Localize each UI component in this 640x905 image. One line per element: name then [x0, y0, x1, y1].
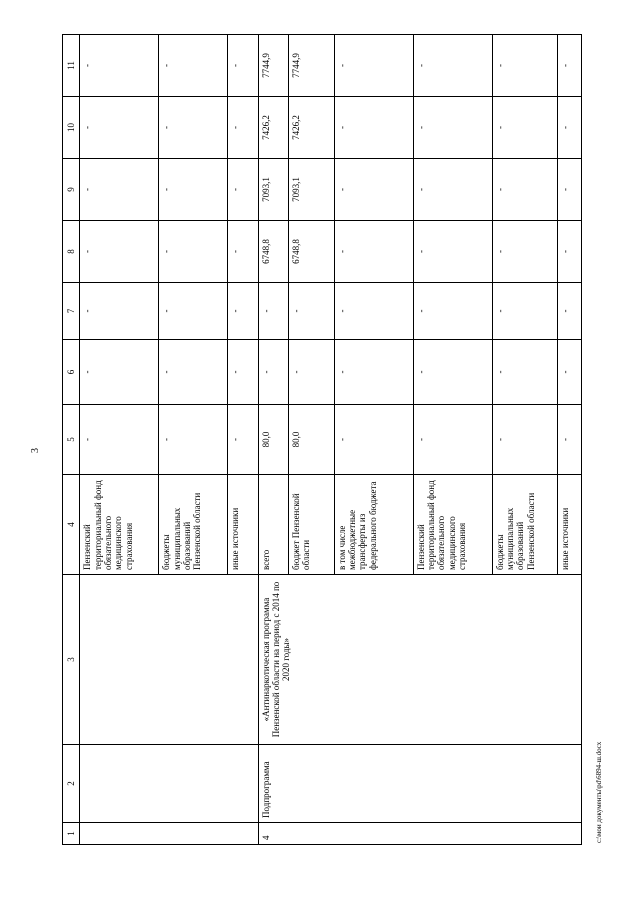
value-cell: - — [492, 35, 557, 97]
source-cell: в том числе межбюджетные трансферты из федерального бюджета — [334, 475, 413, 575]
value-cell: - — [413, 340, 492, 405]
value-cell: - — [492, 159, 557, 221]
row-type: Подпрограмма — [258, 745, 581, 823]
value-cell: - — [557, 221, 581, 283]
source-cell: бюджеты муниципальных образований Пензенской области — [492, 475, 557, 575]
value-cell: - — [413, 97, 492, 159]
value-cell: - — [80, 283, 159, 340]
col-header-8: 8 — [63, 221, 80, 283]
value-cell: - — [557, 35, 581, 97]
value-cell: - — [557, 159, 581, 221]
table-row — [80, 35, 159, 845]
value-cell: - — [557, 283, 581, 340]
col-header-2: 2 — [63, 745, 80, 823]
row-title — [80, 575, 258, 745]
col-header-7: 7 — [63, 283, 80, 340]
col-header-11: 11 — [63, 35, 80, 97]
source-cell: иные источники — [557, 475, 581, 575]
table-row — [258, 35, 288, 845]
financing-table — [62, 34, 582, 845]
value-cell: 6748,8 — [258, 221, 288, 283]
header-row — [63, 35, 80, 845]
value-cell: 7426,2 — [289, 97, 335, 159]
source-cell: бюджет Пензенской области — [289, 475, 335, 575]
value-cell: - — [228, 283, 258, 340]
value-cell: - — [334, 283, 413, 340]
value-cell: - — [80, 221, 159, 283]
source-cell: иные источники — [228, 475, 258, 575]
value-cell: 80,0 — [289, 405, 335, 475]
value-cell: - — [557, 340, 581, 405]
value-cell: - — [492, 221, 557, 283]
col-header-10: 10 — [63, 97, 80, 159]
source-cell: бюджеты муниципальных образований Пензенской области — [159, 475, 228, 575]
source-cell: Пензенский территориальный фонд обязательного медицинского страхования — [413, 475, 492, 575]
page-number: 3 — [30, 448, 41, 453]
value-cell: - — [334, 159, 413, 221]
value-cell: - — [492, 405, 557, 475]
value-cell: - — [228, 159, 258, 221]
value-cell: - — [258, 283, 288, 340]
col-header-6: 6 — [63, 340, 80, 405]
value-cell: 7426,2 — [258, 97, 288, 159]
source-cell: Пензенский территориальный фонд обязательного медицинского страхования — [80, 475, 159, 575]
value-cell: 7744,9 — [258, 35, 288, 97]
value-cell: - — [159, 221, 228, 283]
value-cell: - — [413, 35, 492, 97]
value-cell: - — [413, 159, 492, 221]
value-cell: 7744,9 — [289, 35, 335, 97]
value-cell: - — [228, 97, 258, 159]
value-cell: - — [159, 283, 228, 340]
value-cell: - — [413, 283, 492, 340]
value-cell: - — [159, 405, 228, 475]
footer-file-path: c:\мои документы\pd\6894-ш.docx — [595, 741, 603, 843]
value-cell: - — [159, 340, 228, 405]
value-cell: - — [334, 35, 413, 97]
value-cell: - — [228, 35, 258, 97]
value-cell: - — [159, 97, 228, 159]
value-cell: - — [492, 97, 557, 159]
value-cell: - — [492, 283, 557, 340]
value-cell: - — [258, 340, 288, 405]
col-header-9: 9 — [63, 159, 80, 221]
col-header-4: 4 — [63, 475, 80, 575]
row-number: 4 — [258, 823, 581, 845]
value-cell: 80,0 — [258, 405, 288, 475]
col-header-3: 3 — [63, 575, 80, 745]
financing-table-sheet — [62, 35, 582, 845]
value-cell: - — [289, 283, 335, 340]
value-cell: - — [228, 405, 258, 475]
col-header-1: 1 — [63, 823, 80, 845]
value-cell: - — [334, 340, 413, 405]
value-cell: - — [492, 340, 557, 405]
value-cell: - — [413, 221, 492, 283]
value-cell: - — [80, 405, 159, 475]
value-cell: - — [80, 159, 159, 221]
value-cell: - — [159, 35, 228, 97]
value-cell: - — [413, 405, 492, 475]
value-cell: - — [228, 340, 258, 405]
value-cell: - — [80, 35, 159, 97]
value-cell: - — [334, 405, 413, 475]
source-cell: всего — [258, 475, 288, 575]
value-cell: - — [289, 340, 335, 405]
value-cell: 7093,1 — [258, 159, 288, 221]
value-cell: - — [159, 159, 228, 221]
row-number — [80, 823, 258, 845]
value-cell: - — [80, 340, 159, 405]
value-cell: - — [334, 221, 413, 283]
value-cell: - — [80, 97, 159, 159]
value-cell: - — [557, 97, 581, 159]
row-title: «Антинаркотическая программа Пензенской области на период с 2014 по 2020 годы» — [258, 575, 581, 745]
value-cell: - — [334, 97, 413, 159]
value-cell: 6748,8 — [289, 221, 335, 283]
value-cell: 7093,1 — [289, 159, 335, 221]
col-header-5: 5 — [63, 405, 80, 475]
value-cell: - — [228, 221, 258, 283]
value-cell: - — [557, 405, 581, 475]
row-type — [80, 745, 258, 823]
